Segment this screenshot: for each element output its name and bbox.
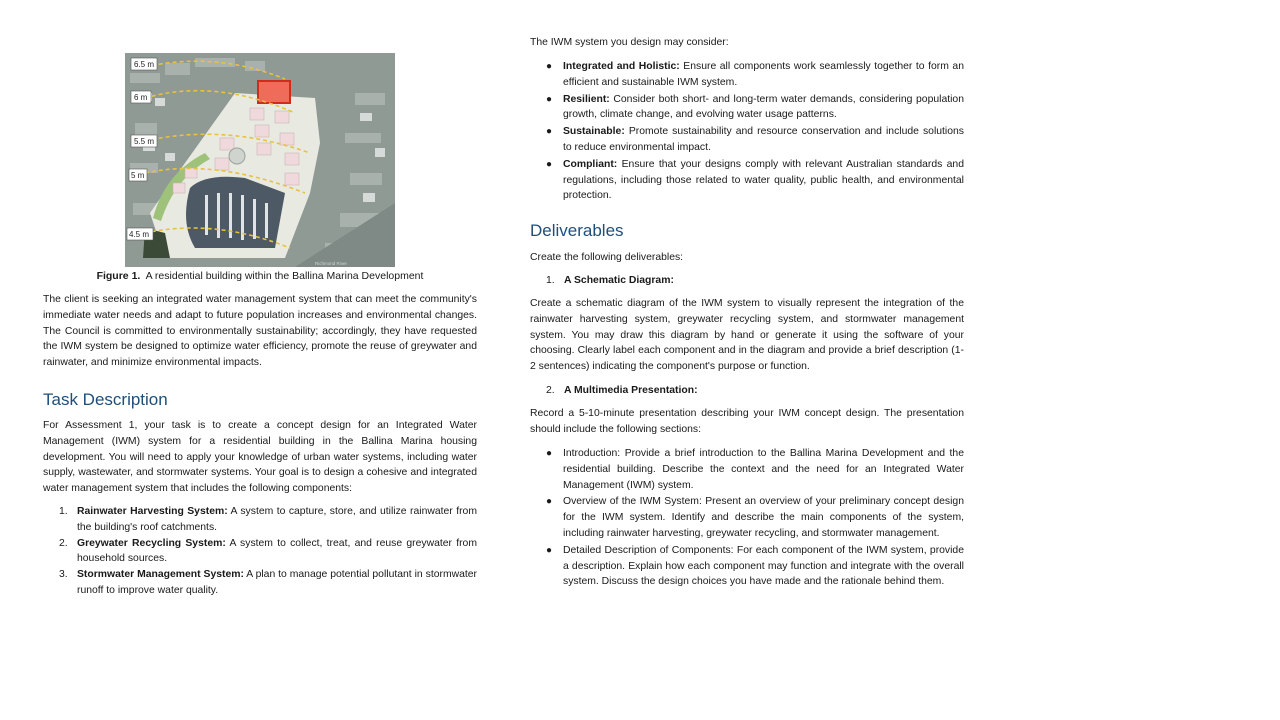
consider-list (530, 59, 964, 204)
presentation-sections-list (530, 446, 964, 590)
map-river-label: Richmond River (315, 261, 348, 266)
section-item-components: ● Detailed Description of Components: For each component of the IWM system, provide a description. Explain how each component may function and integrate with the overall system. Discuss the design choices you have made and the rationale behind them. (546, 544, 964, 588)
contour-label-4-5: 4.5 m (129, 230, 150, 239)
component-item-rainwater: 1. Rainwater Harvesting System: A system to capture, store, and utilize rainwater from the building's roof catchments. (59, 506, 477, 533)
site-plan-map (125, 53, 395, 267)
figure-caption-text: A residential building within the Ballina Marina Development (145, 270, 424, 282)
contour-label-6-5: 6.5 m (134, 60, 155, 69)
consider-item-integrated: ● Integrated and Holistic: Ensure all components work seamlessly together to form an efficient and sustainable IWM system. (546, 61, 964, 88)
schematic-paragraph: Create a schematic diagram of the IWM system to visually represent the integration of the rainwater harvesting system, greywater recycling system, and stormwater management system. You may draw this diagram by hand or generate it using the software of your choosing. Clearly label each component and in the diagram and provide a brief description (1-2 sentences) indicating the component's purpose or function. (530, 298, 964, 373)
section-item-overview: ● Overview of the IWM System: Present an overview of your preliminary concept design for the IWM system. Identify and describe the main components of the system, including rainwater harvesting, greywater recycling, and stormwater management. (546, 496, 964, 539)
deliverables-heading: Deliverables (530, 221, 624, 240)
deliverable-item-schematic: 1. A Schematic Diagram: (546, 275, 674, 286)
component-item-stormwater: 3. Stormwater Management System: A plan to manage potential pollutant in stormwater runoff to improve water quality. (59, 569, 478, 596)
consider-intro: The IWM system you design may consider: (530, 37, 729, 48)
intro-paragraph: The client is seeking an integrated water management system that can meet the community's immediate water needs and adapt to future population increases and environmental changes. The Council is committed to environmentally sustainability; accordingly, they have requested the IWM system be designed to optimize water efficiency, promote the reuse of greywater and rainwater, and minimize environmental impacts. (43, 294, 477, 369)
contour-label-5: 5 m (131, 171, 145, 180)
component-item-greywater: 2. Greywater Recycling System: A system to collect, treat, and reuse greywater from household sources. (59, 537, 477, 565)
task-heading: Task Description (43, 390, 168, 409)
consider-item-compliant: ● Compliant: Ensure that your designs comply with relevant Australian standards and regulations, including those related to water quality, public health, and environmental protection. (546, 158, 964, 202)
deliverables-intro: Create the following deliverables: (530, 252, 684, 263)
site-plan-image (125, 53, 395, 267)
figure-caption-label: Figure 1. (96, 270, 141, 282)
components-list (43, 504, 477, 599)
contour-label-6: 6 m (134, 93, 148, 102)
deliverable-item-presentation: 2. A Multimedia Presentation: (546, 385, 698, 396)
contour-label-5-5: 5.5 m (134, 137, 155, 146)
presentation-paragraph: Record a 5-10-minute presentation describing your IWM concept design. The presentation should include the following sections: (530, 408, 964, 435)
figure-caption (43, 270, 477, 282)
consider-item-sustainable: ● Sustainable: Promote sustainability and resource conservation and include solutions to reduce environmental impact. (546, 126, 964, 153)
presentation-sections-clip (530, 446, 964, 601)
task-paragraph: For Assessment 1, your task is to create a concept design for an Integrated Water Management (IWM) system for a residential building in the Ballina Marina housing development. You will need to apply your knowledge of urban water systems, including water supply, wastewater, and stormwater systems. Your goal is to design a cohesive and integrated water management system that includes the following components: (43, 420, 477, 495)
section-item-introduction: ● Introduction: Provide a brief introduction to the Ballina Marina Development and the residential building. Describe the context and the need for an Integrated Water Management (IWM) system. (546, 448, 964, 491)
consider-item-resilient: ● Resilient: Consider both short- and long-term water demands, considering population growth, climate change, and evolving water usage patterns. (546, 93, 964, 121)
